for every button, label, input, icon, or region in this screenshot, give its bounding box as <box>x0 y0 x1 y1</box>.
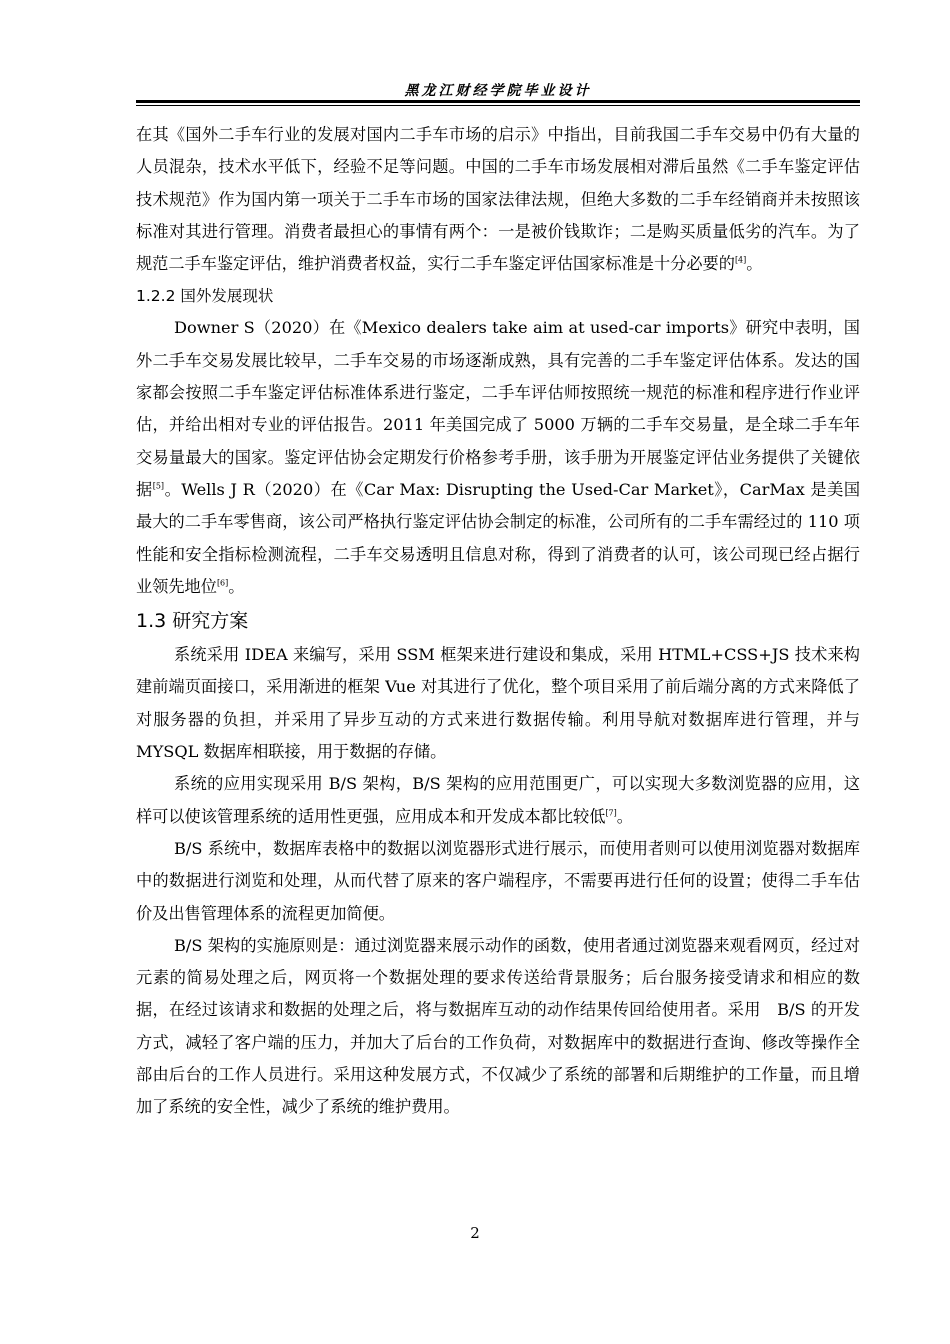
paragraph-text-mid: 。Wells J R（2020）在《Car Max: Disrupting the Used-Car Market》，CarMax 是美国最大的二手车零售商，该公司严格执行鉴定评估协会制定的标准，公司所有的二手车需经过的 110 项性能和安全指标检测流程，二手车交易透明且信息对称，得到了消费者的认可，该公司现已经占据行业领先地位 <box>136 479 861 596</box>
citation-ref: [6] <box>216 578 229 588</box>
paragraph-tail: 。 <box>746 254 763 274</box>
header-rule-thin <box>136 105 860 106</box>
header-rule-thick <box>136 100 860 103</box>
citation-ref: [4] <box>734 255 747 265</box>
section-heading-1-2-2: 1.2.2 国外发展现状 <box>136 287 274 306</box>
paragraph-foreign-status <box>136 312 860 603</box>
citation-ref: [5] <box>152 481 165 491</box>
paragraph-bs-system: B/S 系统中，数据库表格中的数据以浏览器形式进行展示，而使用者则可以使用浏览器对数据库中的数据进行浏览和处理，从而代替了原来的客户端程序，不需要再进行任何的设置；使得二手车估价及出售管理体系的流程更加简便。 <box>136 838 860 923</box>
paragraph-bs-architecture <box>136 768 860 833</box>
paragraph-text: 在其《国外二手车行业的发展对国内二手车市场的启示》中指出，目前我国二手车交易中仍有大量的人员混杂，技术水平低下，经验不足等问题。中国的二手车市场发展相对滞后虽然《二手车鉴定评估技术规范》作为国内第一项关于二手车市场的国家法律法规，但绝大多数的二手车经销商并未按照该标准对其进行管理。消费者最担心的事情有两个：一是被价钱欺诈；二是购买质量低劣的汽车。为了规范二手车鉴定评估，维护消费者权益，实行二手车鉴定评估国家标准是十分必要的 <box>136 125 860 274</box>
page-header-title: 黑龙江财经学院毕业设计 <box>404 83 592 99</box>
paragraph-tail: 。 <box>228 576 245 596</box>
document-body <box>136 119 860 1124</box>
paragraph-intro-continuation <box>136 119 860 280</box>
page-number: 2 <box>470 1224 480 1242</box>
paragraph-text: Downer S（2020）在《Mexico dealers take aim at used-car imports》研究中表明，国外二手车交易发展比较早，二手车交易的市场逐渐成熟，具有完善的二手车鉴定评估体系。发达的国家都会按照二手车鉴定评估标准体系进行鉴定，二手车评估师按照统一规范的标准和程序进行作业评估，并给出相对专业的评估报告。2011 年美国完成了 5000 万辆的二手车交易量，是全球二手车年交易量最大的国家。鉴定评估协会定期发行价格参考手册，该手册为开展鉴定评估业务提供了关键依据 <box>136 318 860 499</box>
paragraph-text: 系统的应用实现采用 B/S 架构，B/S 架构的应用范围更广，可以实现大多数浏览器的应用，这样可以使该管理系统的适用性更强，应用成本和开发成本都比较低 <box>136 774 860 826</box>
paragraph-system-tech: 系统采用 IDEA 来编写，采用 SSM 框架来进行建设和集成，采用 HTML+CSS+JS 技术来构建前端页面接口，采用渐进的框架 Vue 对其进行了优化，整个项目采用了前后端分离的方式来降低了对服务器的负担，并采用了异步互动的方式来进行数据传输。利用导航对数据库进行管理，并与 MYSQL 数据库相联接，用于数据的存储。 <box>136 645 860 762</box>
paragraph-tail: 。 <box>616 806 633 826</box>
section-heading-1-3: 1.3 研究方案 <box>136 610 249 633</box>
paragraph-bs-principles: B/S 架构的实施原则是：通过浏览器来展示动作的函数，使用者通过浏览器来观看网页，经过对元素的简易处理之后，网页将一个数据处理的要求传送给背景服务；后台服务接受请求和相应的数据，在经过该请求和数据的处理之后，将与数据库互动的动作结果传回给使用者。采用 B/S 的开发方式，减轻了客户端的压力，并加大了后台的工作负荷，对数据库中的数据进行查询、修改等操作全部由后台的工作人员进行。采用这种发展方式，不仅减少了系统的部署和后期维护的工作量，而且增加了系统的安全性，减少了系统的维护费用。 <box>136 935 860 1117</box>
citation-ref: [7] <box>605 808 617 818</box>
